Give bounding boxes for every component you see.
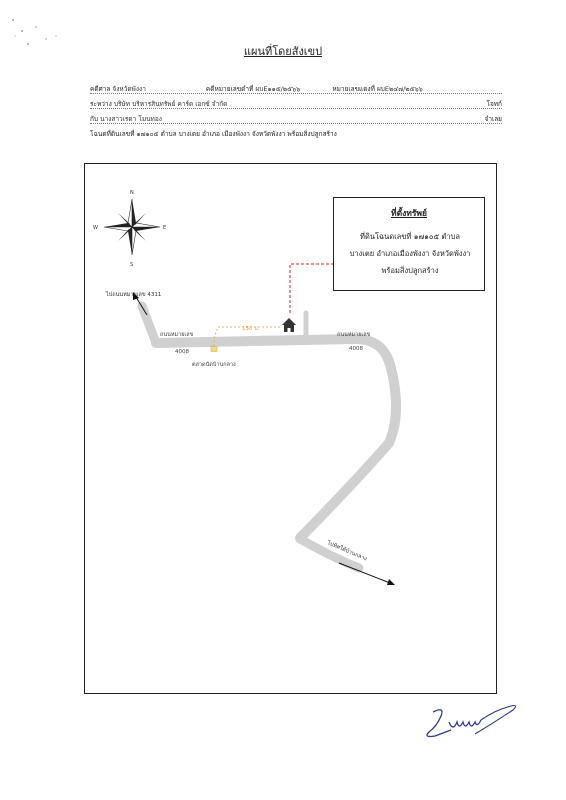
label-market: ตลาดนัดบ้านกลาง [192, 362, 236, 368]
header-deed-line [90, 129, 502, 139]
label-road-left-num: 4008 [175, 349, 189, 355]
property-box-line: พร้อมสิ่งปลูกสร้าง [381, 266, 439, 275]
black-case-label: คดีหมายเลขดำที่ [205, 85, 254, 93]
court-value: จังหวัดพังงา [112, 85, 146, 93]
defendant-value: นางสาวเรดา โมนทอง [100, 115, 162, 123]
between-label: ระหว่าง [90, 100, 112, 108]
header-dotted-line [90, 123, 502, 124]
compass-e: E [163, 225, 167, 231]
house-icon [282, 318, 296, 332]
property-box-line: บางเตย อำเภอเมืองพังงา จังหวัดพังงา [349, 249, 471, 258]
document-title: แผนที่โดยสังเขป [243, 45, 323, 58]
label-road-right-name: ถนนหมายเลข [337, 332, 371, 338]
compass-rose [93, 190, 166, 268]
property-box-line: ที่ดินโฉนดเลขที่ ๑๗๑๐๕ ตำบล [360, 232, 460, 241]
handwritten-signature [415, 700, 525, 745]
compass-s: S [130, 262, 134, 268]
compass-w: W [93, 225, 98, 231]
road-network [142, 306, 396, 538]
black-case-value: ผบE๑๑๕/๒๕๖๖ [255, 85, 301, 93]
label-distance: 150 ม. [242, 326, 260, 332]
compass-n: N [130, 190, 134, 196]
plaintiff-value: บริษัท บริหารสินทรัพย์ คาร์ด เอกซ์ จำกัด [113, 100, 228, 108]
label-to-south: ไปทิศใต้บ้านกลาง [326, 540, 368, 563]
label-road-right-num: 4008 [349, 346, 363, 352]
market-icon [211, 347, 217, 352]
header-dotted-line [90, 93, 502, 94]
property-box-title: ที่ตั้งทรัพย์ [390, 209, 428, 219]
property-location-box [333, 197, 485, 291]
with-label: กับ [90, 115, 99, 123]
road-south [289, 485, 300, 538]
label-road-left-name: ถนนหมายเลข [160, 332, 194, 338]
road-branch-nw [142, 306, 156, 343]
road-4008 [156, 339, 396, 538]
deed-location: ตำบล บางเตย อำเภอ เมืองพังงา จังหวัดพังงา พร้อมสิ่งปลูกสร้าง [160, 130, 337, 138]
location-connector [290, 264, 334, 313]
plaintiff-suffix: โจทก์ [486, 100, 502, 108]
deed-value: ๑๗๑๐๕ [136, 130, 159, 138]
court-label: คดีศาล [90, 85, 111, 93]
arrow-to-south [339, 563, 395, 585]
red-case-label: หมายเลขแดงที่ [332, 85, 375, 93]
red-case-value: ผบE๒๔๗/๒๕๖๖ [376, 85, 423, 93]
header-dotted-line [90, 108, 502, 109]
deed-label: โฉนดที่ดินเลขที่ [90, 130, 135, 138]
label-to-4311: ไปถนนหมายเลข 4311 [106, 292, 162, 298]
defendant-suffix: จำเลย [484, 115, 502, 123]
